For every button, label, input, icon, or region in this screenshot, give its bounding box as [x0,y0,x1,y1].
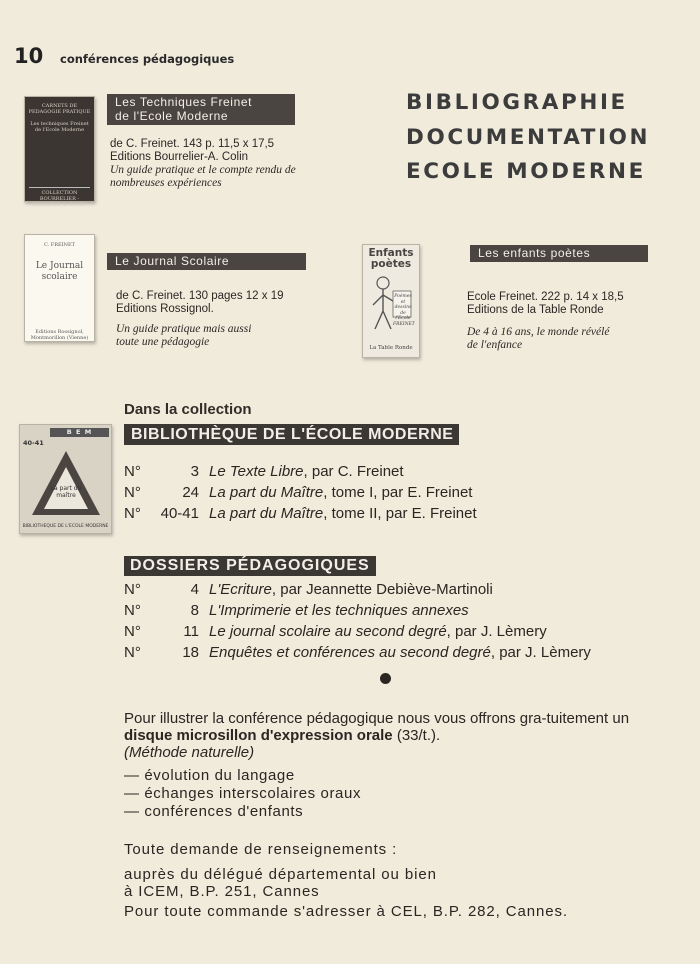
book-desc-enfants-poetes: De 4 à 16 ans, le monde révélé de l'enfance [467,326,610,351]
offer-bullet-3: — conférences d'enfants [124,803,304,820]
book-info-enfants-poetes: Ecole Freinet. 222 p. 14 x 18,5 Editions de la Table Ronde [467,291,624,316]
offer-bullet-1: — évolution du langage [124,767,295,784]
book-title-techniques-freinet: Les Techniques Freinet de l'Ecole Moderne [107,94,295,125]
dossier-item-4: N° 4 L'Ecriture, par Jeannette Debiève-Martinoli [124,581,493,598]
dossier-item-18: N° 18 Enquêtes et conférences au second degré, par J. Lèmery [124,644,591,661]
book-info-techniques-freinet: de C. Freinet. 143 p. 11,5 x 17,5 Editions Bourrelier-A. Colin [110,138,275,163]
book-cover-bem: B E M 40-41 La part du maître BIBLIOTHEQUE DE L'ECOLE MODERNE [19,424,112,534]
bem-item-3: N° 3 Le Texte Libre, par C. Freinet [124,463,404,480]
title-line-2: DOCUMENTATION [406,124,651,150]
bem-item-40-41: N° 40-41 La part du Maître, tome II, par E. Freinet [124,505,477,522]
contact-line-4: Pour toute commande s'adresser à CEL, B.P. 282, Cannes. [124,903,568,920]
page-title [406,86,650,190]
contact-line-3: à ICEM, B.P. 251, Cannes [124,883,320,900]
separator-dot [380,673,391,684]
book-cover-techniques-freinet: CARNETS DE PEDAGOGIE PRATIQUE Les techniques Freinet de l'Ecole Moderne COLLECTION BOURRELIER - LIBRAIRIE A. COLIN [24,96,95,202]
book-cover-journal-scolaire: C. FREINET Le Journal scolaire Editions Rossignol, Montmorillon (Vienne) [24,234,95,342]
dossiers-band: DOSSIERS PÉDAGOGIQUES [124,556,376,576]
title-line-3: ECOLE MODERNE [406,159,646,184]
book-title-journal-scolaire: Le Journal Scolaire [107,253,306,270]
bem-badge: B E M [50,428,109,437]
dossier-item-8: N° 8 L'Imprimerie et les techniques annexes [124,602,469,619]
book-cover-enfants-poetes: Enfants poètes Poèmes et dessins de l'Ecole FREINET La Table Ronde [362,244,420,358]
section-title: conférences pédagogiques [60,52,235,66]
offer-bullet-2: — échanges interscolaires oraux [124,785,362,802]
offer-paragraph: Pour illustrer la conférence pédagogique nous vous offrons gra-tuitement un disque microsillon d'expression orale (33/t.). (Méthode naturelle) [124,710,630,761]
book-desc-journal-scolaire: Un guide pratique mais aussi toute une pédagogie [116,323,252,348]
contact-line-1: Toute demande de renseignements : [124,841,398,858]
collection-intro: Dans la collection [124,401,252,418]
book-info-journal-scolaire: de C. Freinet. 130 pages 12 x 19 Editions Rossignol. [116,290,284,315]
title-line-1: BIBLIOGRAPHIE [406,90,628,115]
book-title-enfants-poetes: Les enfants poètes [470,245,648,262]
contact-line-2: auprès du délégué départemental ou bien [124,866,437,883]
book-desc-techniques-freinet: Un guide pratique et le compte rendu de nombreuses expériences [110,164,296,189]
dossier-item-11: N° 11 Le journal scolaire au second degré, par J. Lèmery [124,623,547,640]
triangle-emblem [30,449,102,517]
bem-item-24: N° 24 La part du Maître, tome I, par E. Freinet [124,484,473,501]
collection-band-bem: BIBLIOTHÈQUE DE L'ÉCOLE MODERNE [124,424,459,445]
page-number: 10 [14,44,44,68]
bem-cover-number: 40-41 [23,439,44,447]
